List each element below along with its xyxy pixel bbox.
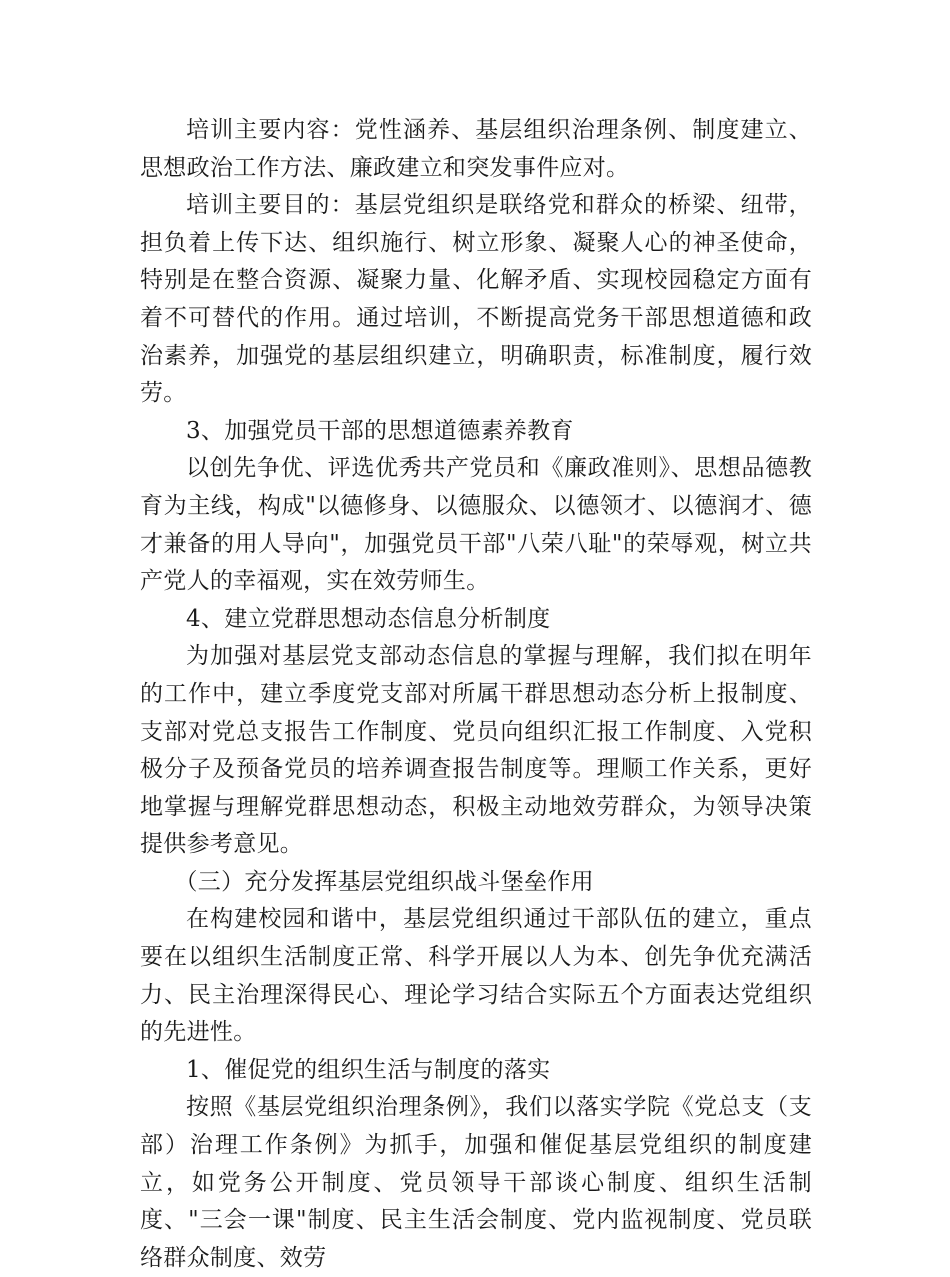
- section-heading-1: 1、催促党的组织生活与制度的落实: [186, 1056, 551, 1083]
- section-heading-3: 3、加强党员干部的思想道德素养教育: [186, 417, 574, 444]
- section-heading-4: 4、建立党群思想动态信息分析制度: [186, 605, 551, 632]
- paragraph-campus-harmony: 在构建校园和谐中，基层党组织通过干部队伍的建立，重点要在以组织生活制度正常、科学开展以人为本、创先争优充满活力、民主治理深得民心、理论学习结合实际五个方面表达党组织的先进性。: [140, 906, 812, 1046]
- paragraph-dynamic-analysis: 为加强对基层党支部动态信息的掌握与理解，我们拟在明年的工作中，建立季度党支部对所属干群思想动态分析上报制度、支部对党总支报告工作制度、党员向组织汇报工作制度、入党积极分子及预备党员的培养调查报告制度等。理顺工作关系，更好地掌握与理解党群思想动态，积极主动地效劳群众，为领导决策提供参考意见。: [140, 643, 812, 858]
- document-body: [140, 112, 812, 1277]
- section-heading-part-three: （三）充分发挥基层党组织战斗堡垒作用: [174, 868, 594, 895]
- paragraph-training-purpose: 培训主要目的：基层党组织是联络党和群众的桥梁、纽带，担负着上传下达、组织施行、树立形象、凝聚人心的神圣使命，特别是在整合资源、凝聚力量、化解矛盾、实现校园稳定方面有着不可替代的作用。通过培训，不断提高党务干部思想道德和政治素养，加强党的基层组织建立，明确职责，标准制度，履行效劳。: [140, 192, 812, 407]
- paragraph-regulations: 按照《基层党组织治理条例》，我们以落实学院《党总支（支部）治理工作条例》为抓手，加强和催促基层党组织的制度建立，如党务公开制度、党员领导干部谈心制度、组织生活制度、"三会一课"制度、民主生活会制度、党内监视制度、党员联络群众制度、效劳: [140, 1094, 812, 1271]
- paragraph-training-content: 培训主要内容：党性涵养、基层组织治理条例、制度建立、思想政治工作方法、廉政建立和突发事件应对。: [140, 117, 812, 181]
- paragraph-moral-education: 以创先争优、评选优秀共产党员和《廉政准则》、思想品德教育为主线，构成"以德修身、以德服众、以德领才、以德润才、德才兼备的用人导向"，加强党员干部"八荣八耻"的荣辱观，树立共产党人的幸福观，实在效劳师生。: [140, 455, 812, 595]
